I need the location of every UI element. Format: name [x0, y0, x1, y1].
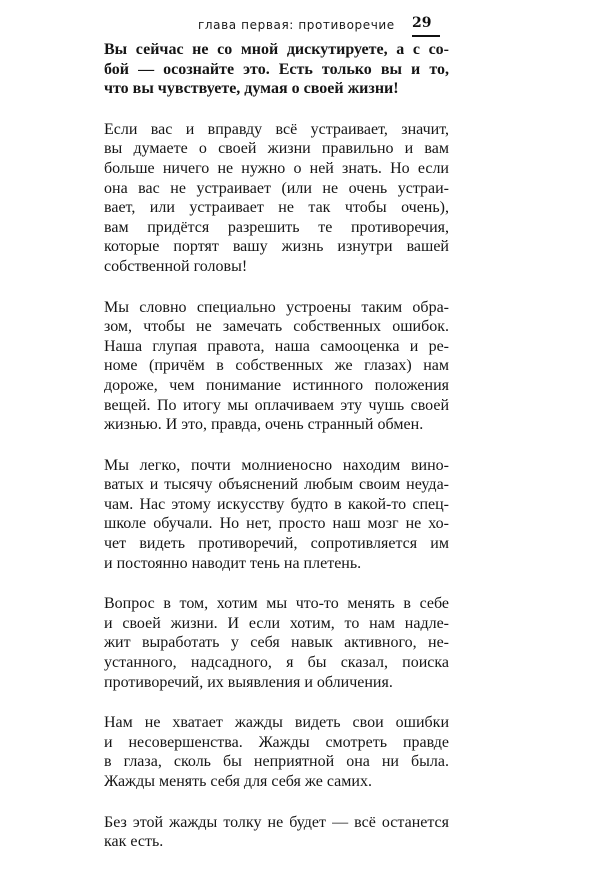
paragraph	[104, 713, 449, 791]
text-line: чам. Нас этому искусству будто в какой-то спец-	[104, 495, 449, 513]
text-line: и постоянно наводит тень на плетень.	[104, 554, 362, 572]
text-line: как есть.	[104, 833, 164, 851]
text-line: ватых и тысячу объяснений любым своим неуда-	[104, 476, 449, 494]
text-line: в глаза, сколь бы неприятной она ни была.	[104, 753, 449, 771]
text-line: чет видеть противоречий, сопротивляется им	[104, 535, 449, 553]
text-line: Наша глупая правота, наша самооценка и ре-	[104, 337, 449, 355]
running-head: глава первая: противоречие	[198, 18, 395, 32]
paragraph-bold-intro	[104, 40, 449, 99]
paragraph	[104, 813, 449, 852]
text-line: вы думаете о своей жизни правильно и вам	[104, 140, 449, 158]
text-line: вещей. По итогу мы оплачиваем эту чушь своей	[104, 396, 449, 414]
header-rule	[412, 35, 440, 37]
text-line: номе (причём в собственных же глазах) нам	[104, 357, 449, 375]
text-block	[104, 40, 449, 873]
text-line: которые портят вашу жизнь изнутри вашей	[104, 238, 449, 256]
text-line: больше ничего не нужно о ней знать. Но если	[104, 159, 449, 177]
text-line: бой — осознайте это. Есть только вы и то,	[104, 60, 449, 78]
text-line: Если вас и вправду всё устраивает, значит,	[104, 120, 449, 138]
text-line: школе обучали. Но нет, просто наш мозг не хо-	[104, 515, 449, 533]
text-line: противоречий, их выявления и обличения.	[104, 673, 393, 691]
text-line: Нам не хватает жажды видеть свои ошибки	[104, 714, 449, 732]
text-line: Вы сейчас не со мной дискутируете, а с со-	[104, 41, 449, 58]
text-line: жизнью. И это, правда, очень странный обмен.	[104, 416, 424, 434]
text-line: и своей жизни. И если хотим, то нам надле-	[104, 614, 449, 632]
text-line: Жажды менять себя для себя же самих.	[104, 773, 372, 790]
text-line: зом, чтобы не замечать собственных ошибок.	[104, 318, 449, 336]
text-line: Без этой жажды толку не будет — всё останется	[104, 813, 449, 831]
text-line: и несовершенства. Жажды смотреть правде	[104, 733, 449, 751]
paragraph	[104, 298, 449, 435]
text-line: она вас не устраивает (или не очень устраи-	[104, 179, 449, 197]
text-line: устанного, надсадного, я бы сказал, поиска	[104, 654, 449, 672]
text-line: Мы словно специально устроены таким обра-	[104, 298, 449, 316]
paragraph	[104, 594, 449, 692]
text-line: собственной головы!	[104, 257, 248, 275]
text-line: что вы чувствуете, думая о своей жизни!	[104, 80, 399, 98]
page-number: 29	[412, 15, 432, 31]
paragraph	[104, 120, 449, 277]
text-line: дороже, чем понимание истинного положения	[104, 376, 449, 394]
text-line: вает, или устраивает не так чтобы очень),	[104, 199, 449, 217]
paragraph	[104, 456, 449, 574]
text-line: Вопрос в том, хотим мы что-то менять в себе	[104, 595, 449, 613]
text-line: жит выработать у себя навык активного, не-	[104, 634, 449, 652]
text-line: Мы легко, почти молниеносно находим вино-	[104, 456, 449, 474]
text-line: вам придётся разрешить те противоречия,	[104, 218, 449, 236]
